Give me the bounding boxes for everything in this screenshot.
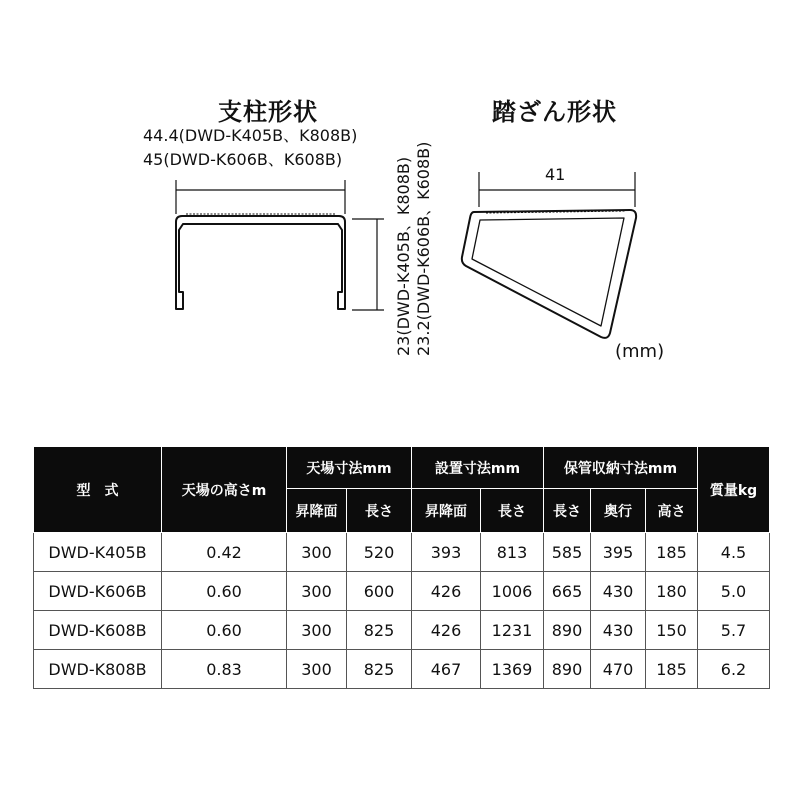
header-model: 型 式 [34, 447, 162, 533]
cell-storage-height: 185 [646, 533, 698, 572]
cell-storage-height: 180 [646, 572, 698, 611]
subheader-top-ascent: 昇降面 [287, 489, 347, 533]
subheader-storage-length: 長さ [544, 489, 591, 533]
cell-storage-length: 890 [544, 650, 591, 689]
cell-top-ascent: 300 [287, 650, 347, 689]
subheader-storage-depth: 奥行 [591, 489, 646, 533]
pillar-width-label-2: 45(DWD-K606B、K608B) [143, 150, 343, 169]
cell-top-length: 825 [347, 611, 412, 650]
cell-install-ascent: 467 [412, 650, 481, 689]
header-top-height: 天場の高さm [162, 447, 287, 533]
subheader-install-ascent: 昇降面 [412, 489, 481, 533]
pillar-width-label-1: 44.4(DWD-K405B、K808B) [143, 126, 358, 145]
cell-top-length: 600 [347, 572, 412, 611]
cell-top-height: 0.42 [162, 533, 287, 572]
step-shape-title: 踏ざん形状 [492, 98, 617, 126]
pillar-height-dimension [352, 219, 384, 310]
pillar-height-label-1: 23(DWD-K405B、K808B) [394, 156, 413, 356]
cell-storage-length: 585 [544, 533, 591, 572]
cell-install-ascent: 426 [412, 611, 481, 650]
pillar-width-dimension [176, 180, 345, 214]
step-cross-section [462, 210, 636, 338]
cell-weight: 4.5 [698, 533, 770, 572]
cell-top-height: 0.60 [162, 572, 287, 611]
unit-label: (mm) [615, 341, 665, 362]
table-row [34, 650, 770, 689]
cell-top-height: 0.60 [162, 611, 287, 650]
cell-storage-depth: 430 [591, 572, 646, 611]
cell-storage-depth: 395 [591, 533, 646, 572]
cell-top-ascent: 300 [287, 533, 347, 572]
cell-storage-length: 665 [544, 572, 591, 611]
cell-model: DWD-K405B [34, 533, 162, 572]
cell-weight: 6.2 [698, 650, 770, 689]
subheader-install-length: 長さ [481, 489, 544, 533]
step-width-dimension [479, 172, 635, 207]
cell-install-length: 1006 [481, 572, 544, 611]
spec-table [33, 446, 770, 689]
cell-weight: 5.0 [698, 572, 770, 611]
cell-storage-height: 150 [646, 611, 698, 650]
step-width-label: 41 [545, 165, 566, 184]
cell-install-length: 1369 [481, 650, 544, 689]
cell-model: DWD-K608B [34, 611, 162, 650]
cell-install-ascent: 426 [412, 572, 481, 611]
cell-model: DWD-K606B [34, 572, 162, 611]
cell-storage-depth: 430 [591, 611, 646, 650]
table-row [34, 533, 770, 572]
table-row [34, 572, 770, 611]
header-top-dim: 天場寸法mm [287, 447, 412, 489]
pillar-height-label-2: 23.2(DWD-K606B、K608B) [414, 141, 433, 356]
header-install-dim: 設置寸法mm [412, 447, 544, 489]
cell-install-length: 1231 [481, 611, 544, 650]
cell-install-ascent: 393 [412, 533, 481, 572]
cell-storage-height: 185 [646, 650, 698, 689]
cell-top-length: 825 [347, 650, 412, 689]
header-storage-dim: 保管収納寸法mm [544, 447, 698, 489]
cell-storage-depth: 470 [591, 650, 646, 689]
pillar-cross-section [176, 214, 345, 309]
cell-top-ascent: 300 [287, 572, 347, 611]
cell-model: DWD-K808B [34, 650, 162, 689]
table-row [34, 611, 770, 650]
cell-weight: 5.7 [698, 611, 770, 650]
cell-top-height: 0.83 [162, 650, 287, 689]
header-weight: 質量kg [698, 447, 770, 533]
subheader-storage-height: 高さ [646, 489, 698, 533]
subheader-top-length: 長さ [347, 489, 412, 533]
pillar-shape-title: 支柱形状 [218, 98, 318, 126]
cell-storage-length: 890 [544, 611, 591, 650]
cell-top-ascent: 300 [287, 611, 347, 650]
table-header-row [34, 447, 770, 489]
cell-install-length: 813 [481, 533, 544, 572]
cell-top-length: 520 [347, 533, 412, 572]
